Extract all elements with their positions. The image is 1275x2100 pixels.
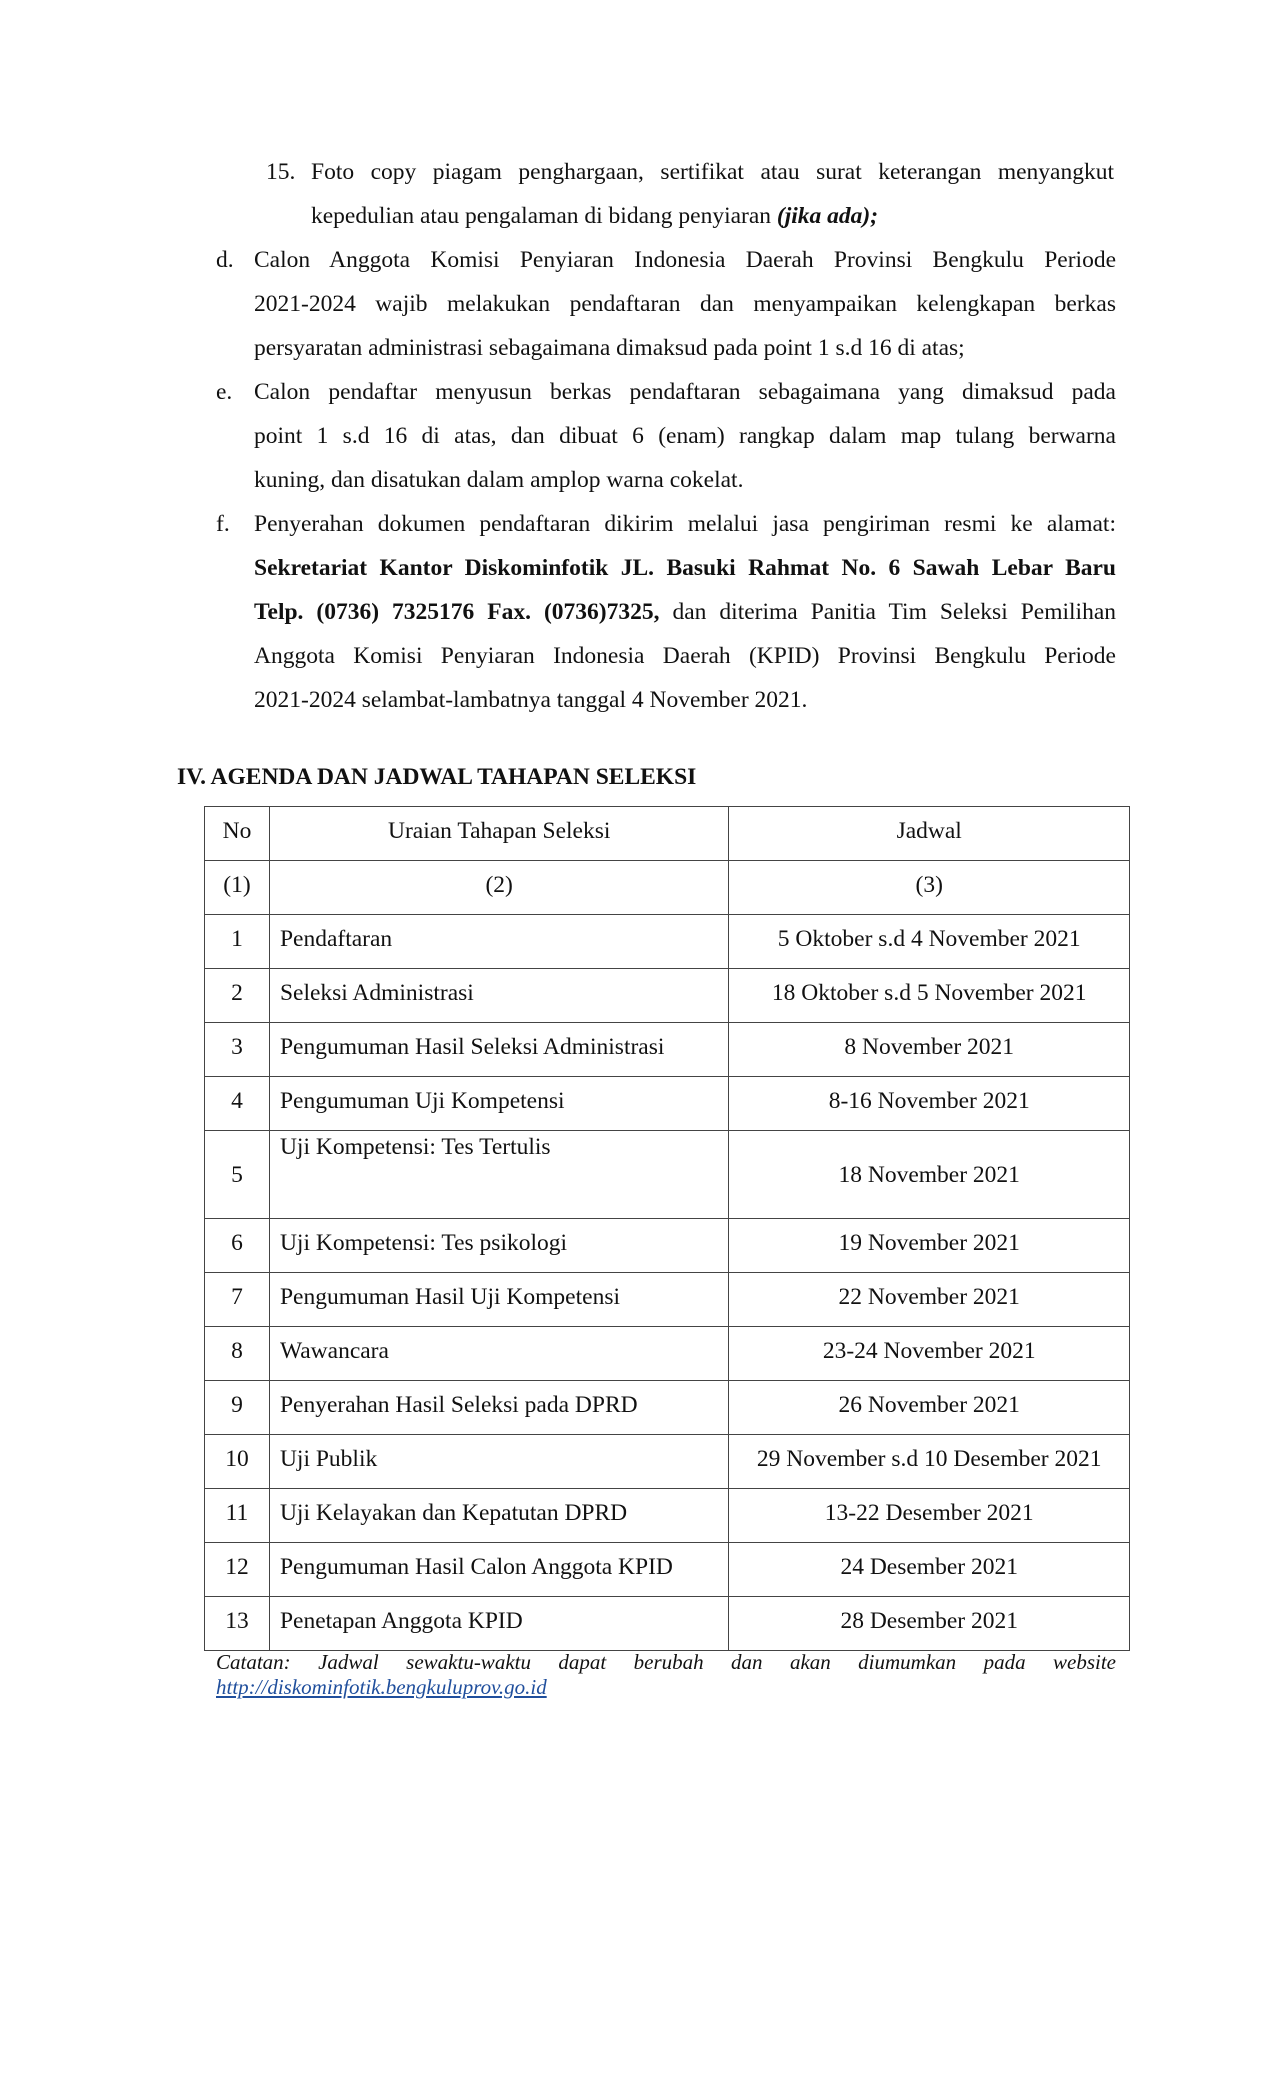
row-description: Penyerahan Hasil Seleksi pada DPRD (269, 1381, 729, 1435)
table-row (205, 915, 1130, 969)
item-e-line-3: kuning, dan disatukan dalam amplop warna cokelat. (254, 467, 744, 493)
item-15-emphasis: (jika ada); (776, 203, 879, 229)
table-row (205, 1327, 1130, 1381)
row-number: 8 (205, 1327, 270, 1381)
list-item-e (216, 370, 1116, 502)
header-no: No (205, 807, 270, 861)
note-text: Catatan: Jadwal sewaktu-waktu dapat berubah dan akan diumumkan pada website (216, 1650, 1116, 1674)
item-f-line-5: 2021-2024 selambat-lambatnya tanggal 4 November 2021. (254, 687, 808, 713)
website-link[interactable]: http://diskominfotik.bengkuluprov.go.id (216, 1675, 547, 1699)
row-number: 12 (205, 1543, 270, 1597)
row-date: 23-24 November 2021 (729, 1327, 1130, 1381)
table-header-row (205, 807, 1130, 861)
row-date: 13-22 Desember 2021 (729, 1489, 1130, 1543)
item-f-line-3: Telp. (0736) 7325176 Fax. (0736)7325, dan diterima Panitia Tim Seleksi Pemilihan (254, 599, 1116, 625)
list-marker: d. (216, 247, 234, 273)
row-number: 10 (205, 1435, 270, 1489)
table-row (205, 1023, 1130, 1077)
row-date: 24 Desember 2021 (729, 1543, 1130, 1597)
row-description: Uji Kompetensi: Tes psikologi (269, 1219, 729, 1273)
row-description: Pengumuman Hasil Uji Kompetensi (269, 1273, 729, 1327)
table-row (205, 1131, 1130, 1219)
table-row (205, 1077, 1130, 1131)
table-row (205, 969, 1130, 1023)
row-description: Pendaftaran (269, 915, 729, 969)
item-f-line-2 (254, 546, 1116, 590)
item-15-line-1: Foto copy piagam penghargaan, sertifikat atau surat keterangan menyangkut (311, 159, 1114, 185)
header-description: Uraian Tahapan Seleksi (269, 807, 729, 861)
list-marker: 15. (266, 159, 296, 185)
row-date: 28 Desember 2021 (729, 1597, 1130, 1651)
list-marker: e. (216, 379, 233, 405)
list-item-d (216, 238, 1116, 370)
row-date: 5 Oktober s.d 4 November 2021 (729, 915, 1130, 969)
row-date: 19 November 2021 (729, 1219, 1130, 1273)
row-description: Penetapan Anggota KPID (269, 1597, 729, 1651)
item-f-line-1: Penyerahan dokumen pendaftaran dikirim melalui jasa pengiriman resmi ke alamat: (254, 511, 1116, 537)
row-number: 5 (205, 1131, 270, 1219)
row-description: Pengumuman Hasil Calon Anggota KPID (269, 1543, 729, 1597)
item-f-line-4: Anggota Komisi Penyiaran Indonesia Daerah (KPID) Provinsi Bengkulu Periode (254, 643, 1116, 669)
row-description: Uji Publik (269, 1435, 729, 1489)
row-description: Uji Kompetensi: Tes Tertulis (269, 1131, 729, 1219)
row-number: 11 (205, 1489, 270, 1543)
index-cell: (3) (729, 861, 1130, 915)
phone-fax-text: Telp. (0736) 7325176 Fax. (0736)7325, (254, 599, 660, 625)
row-number: 6 (205, 1219, 270, 1273)
item-e-line-2: point 1 s.d 16 di atas, dan dibuat 6 (enam) rangkap dalam map tulang berwarna (254, 423, 1116, 449)
item-d-line-3: persyaratan administrasi sebagaimana dimaksud pada point 1 s.d 16 di atas; (254, 335, 965, 361)
row-description: Seleksi Administrasi (269, 969, 729, 1023)
row-date: 18 Oktober s.d 5 November 2021 (729, 969, 1130, 1023)
list-item-15 (266, 150, 1114, 238)
list-item-f (216, 502, 1116, 722)
schedule-table (204, 806, 1130, 1651)
index-cell: (2) (269, 861, 729, 915)
row-number: 2 (205, 969, 270, 1023)
item-d-line-2: 2021-2024 wajib melakukan pendaftaran dan menyampaikan kelengkapan berkas (254, 291, 1116, 317)
schedule-note (216, 1650, 1116, 1700)
item-e-line-1: Calon pendaftar menyusun berkas pendaftaran sebagaimana yang dimaksud pada (254, 379, 1116, 405)
table-row (205, 1489, 1130, 1543)
row-number: 4 (205, 1077, 270, 1131)
row-description: Wawancara (269, 1327, 729, 1381)
row-number: 3 (205, 1023, 270, 1077)
row-date: 8 November 2021 (729, 1023, 1130, 1077)
table-row (205, 1219, 1130, 1273)
row-number: 1 (205, 915, 270, 969)
row-date: 8-16 November 2021 (729, 1077, 1130, 1131)
table-row (205, 1597, 1130, 1651)
item-d-line-1: Calon Anggota Komisi Penyiaran Indonesia Daerah Provinsi Bengkulu Periode (254, 247, 1116, 273)
row-description: Uji Kelayakan dan Kepatutan DPRD (269, 1489, 729, 1543)
item-15-line-2: kepedulian atau pengalaman di bidang penyiaran (jika ada); (311, 203, 879, 229)
row-date: 26 November 2021 (729, 1381, 1130, 1435)
row-date: 18 November 2021 (729, 1131, 1130, 1219)
index-cell: (1) (205, 861, 270, 915)
table-index-row (205, 861, 1130, 915)
header-schedule: Jadwal (729, 807, 1130, 861)
list-marker: f. (216, 511, 230, 537)
section-heading: IV. AGENDA DAN JADWAL TAHAPAN SELEKSI (177, 764, 697, 790)
table-row (205, 1435, 1130, 1489)
row-date: 29 November s.d 10 Desember 2021 (729, 1435, 1130, 1489)
row-number: 7 (205, 1273, 270, 1327)
table-row (205, 1543, 1130, 1597)
row-number: 9 (205, 1381, 270, 1435)
address-text: Sekretariat Kantor Diskominfotik JL. Basuki Rahmat No. 6 Sawah Lebar Baru (254, 555, 1116, 581)
table-row (205, 1273, 1130, 1327)
table-row (205, 1381, 1130, 1435)
row-description: Pengumuman Hasil Seleksi Administrasi (269, 1023, 729, 1077)
row-date: 22 November 2021 (729, 1273, 1130, 1327)
row-description: Pengumuman Uji Kompetensi (269, 1077, 729, 1131)
row-number: 13 (205, 1597, 270, 1651)
